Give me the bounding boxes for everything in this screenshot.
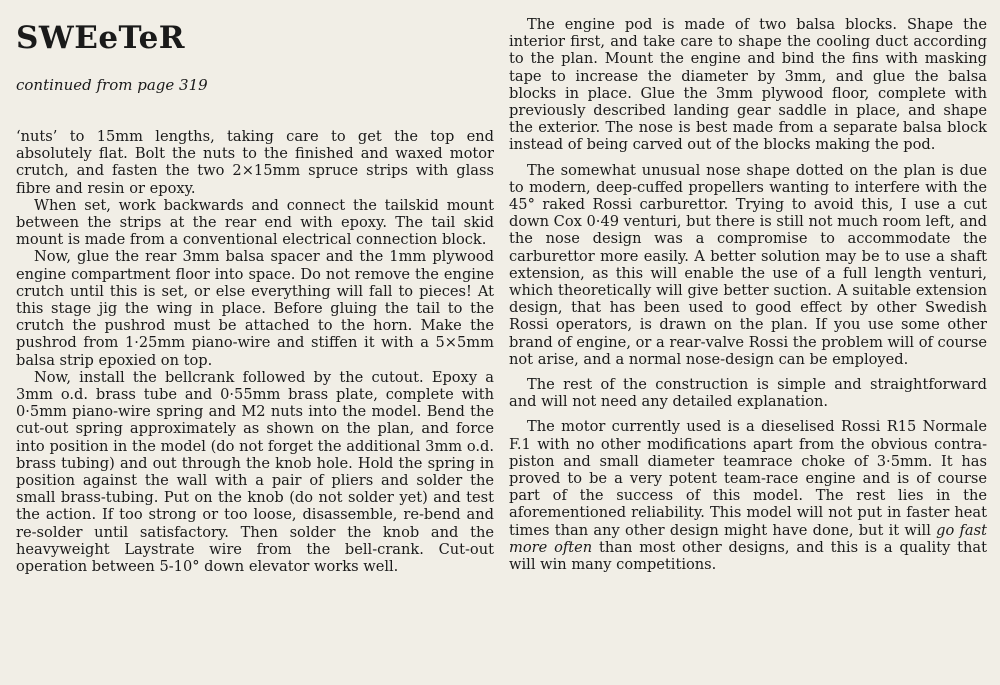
- text-run: The motor currently used is a dieselised Rossi R15 Normale F.1 with no other modifications apart from the obvious contra-piston and small diameter teamrace choke of 3·5mm. It has proved to be a very potent team-race engine and is of course part of the success of this model. The rest lies in the aforementioned reliability. This model will not put in faster heat times than any other design might have done, but it will: [509, 418, 987, 539]
- paragraph: The engine pod is made of two balsa blocks. Shape the interior first, and take care to shape the cooling duct according to the plan. Mount the engine and bind the fins with masking tape to increase the diameter by 3mm, and glue the balsa blocks in place. Glue the 3mm plywood floor, complete with previously described landing gear saddle in place, and shape the exterior. The nose is best made from a separate balsa block instead of being carved out of the blocks making the pod.: [509, 16, 987, 154]
- paragraph: ‘nuts’ to 15mm lengths, taking care to get the top end absolutely flat. Bolt the nuts to the finished and waxed motor crutch, and fasten the two 2×15mm spruce strips with glass fibre and resin or epoxy.: [16, 128, 494, 197]
- paragraph: The rest of the construction is simple and straightforward and will not need any detailed explanation.: [509, 376, 987, 411]
- right-column: [509, 16, 987, 573]
- paragraph: The somewhat unusual nose shape dotted on the plan is due to modern, deep-cuffed propellers wanting to interfere with the 45° raked Rossi carburettor. Trying to avoid this, I use a cut down Cox 0·49 venturi, but there is still not much room left, and the nose design was a compromise to accommodate the carburettor more easily. A better solution may be to use a shaft extension, as this will enable the use of a full length venturi, which theoretically will give better suction. A suitable extension design, that has been used to good effect by other Swedish Rossi operators, is drawn on the plan. If you use some other brand of engine, or a rear-valve Rossi the problem will of course not arise, and a normal nose-design can be employed.: [509, 161, 987, 368]
- continued-note: continued from page 319: [16, 76, 208, 94]
- paragraph: Now, glue the rear 3mm balsa spacer and the 1mm plywood engine compartment floor into space. Do not remove the engine crutch until this is set, or else everything will fall to pieces! At this stage jig the wing in place. Before gluing the tail to the crutch the pushrod must be attached to the horn. Make the pushrod from 1·25mm piano-wire and stiffen it with a 5×5mm balsa strip epoxied on top.: [16, 248, 494, 369]
- paragraph: When set, work backwards and connect the tailskid mount between the strips at the rear end with epoxy. The tail skid mount is made from a conventional electrical connection block.: [16, 196, 494, 249]
- paragraph-final: [509, 418, 987, 573]
- emphasis-text: go fast more often: [509, 521, 987, 556]
- paragraph: Now, install the bellcrank followed by the cutout. Epoxy a 3mm o.d. brass tube and 0·55mm brass plate, complete with 0·5mm piano-wire spring and M2 nuts into the model. Bend the cut-out spring approximately as shown on the plan, and force into position in the model (do not forget the additional 3mm o.d. brass tubing) and out through the knob hole. Hold the spring in position against the wall with a pair of pliers and solder the small brass-tubing. Put on the knob (do not solder yet) and test the action. If too strong or too loose, disassemble, re-bend and re-solder until satisfactory. Then solder the knob and the heavyweight Laystrate wire from the bell-crank. Cut-out operation between 5-10° down elevator works well.: [16, 368, 494, 576]
- left-column: [16, 128, 494, 575]
- article-title: SWEeTeR: [16, 20, 186, 56]
- text-run: than most other designs, and this is a quality that will win many competitions.: [509, 538, 987, 574]
